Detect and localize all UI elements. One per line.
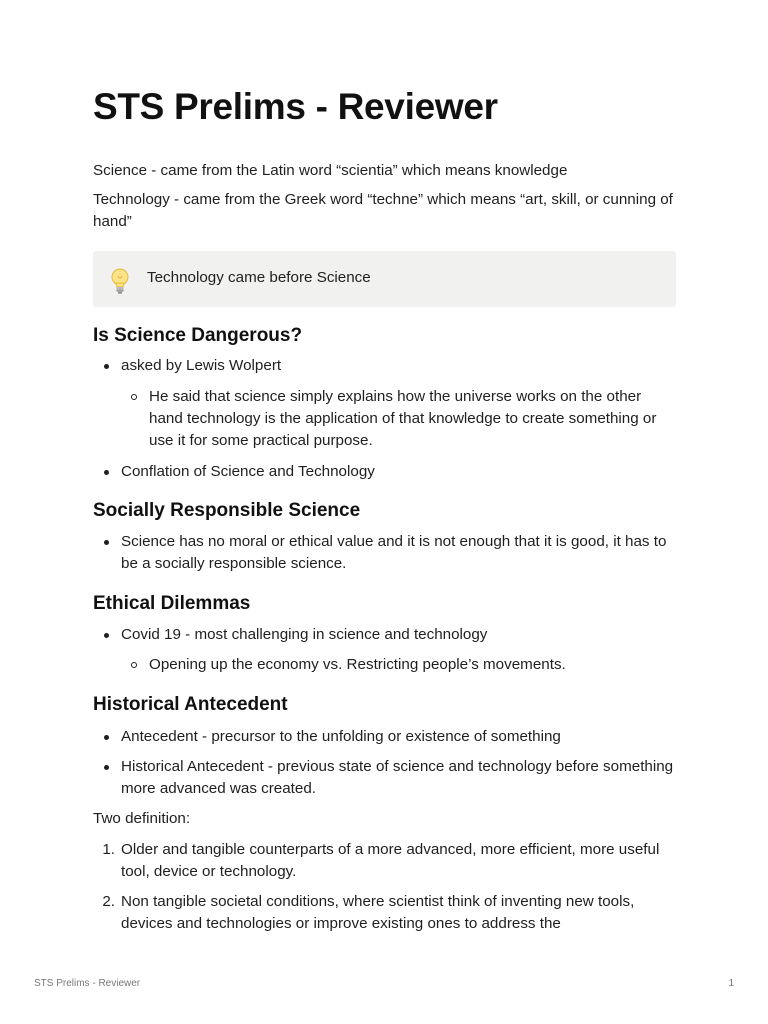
heading-ethical-dilemmas: Ethical Dilemmas bbox=[93, 593, 251, 614]
list-item-text: Antecedent - precursor to the unfolding or existence of something bbox=[121, 728, 561, 745]
numbered-item-text: Older and tangible counterparts of a more advanced, more efficient, more useful tool, device or technology. bbox=[121, 841, 660, 880]
bullet-dot bbox=[104, 765, 109, 770]
list-item-text: Historical Antecedent - previous state of science and technology before something more advanced was created. bbox=[121, 758, 674, 797]
bullet-dot bbox=[104, 540, 109, 545]
technology-definition: Technology - came from the Greek word “techne” which means “art, skill, or cunning of hand” bbox=[93, 191, 673, 230]
bullet-dot bbox=[104, 364, 109, 369]
list-item-text: Opening up the economy vs. Restricting people’s movements. bbox=[149, 656, 566, 673]
list-item bbox=[121, 531, 676, 575]
list-item bbox=[149, 654, 676, 676]
list-item-text: asked by Lewis Wolpert bbox=[121, 357, 282, 374]
numbered-item bbox=[102, 839, 676, 883]
list-item-text: Covid 19 - most challenging in science and technology bbox=[121, 626, 488, 643]
heading-socially-responsible-science: Socially Responsible Science bbox=[93, 500, 361, 521]
list-item bbox=[121, 624, 676, 646]
number-marker: 2. bbox=[102, 893, 115, 910]
bullet-circle bbox=[131, 662, 137, 668]
footer-page-number: 1 bbox=[728, 978, 734, 989]
bullet-dot bbox=[104, 470, 109, 475]
list-item bbox=[121, 756, 676, 800]
list-item-text: Conflation of Science and Technology bbox=[121, 463, 375, 480]
list-item-text: Science has no moral or ethical value and it is not enough that it is good, it has to be a socially responsible science. bbox=[121, 533, 667, 572]
callout-text: Technology came before Science bbox=[147, 269, 371, 286]
two-definition-label: Two definition: bbox=[93, 810, 191, 827]
bullet-dot bbox=[104, 735, 109, 740]
list-item bbox=[121, 726, 676, 748]
list-item bbox=[149, 386, 676, 452]
footer-document-title: STS Prelims - Reviewer bbox=[34, 978, 141, 989]
list-item bbox=[121, 461, 676, 483]
page-title: STS Prelims - Reviewer bbox=[93, 86, 498, 127]
callout-box bbox=[93, 251, 676, 307]
bullet-dot bbox=[104, 633, 109, 638]
heading-is-science-dangerous: Is Science Dangerous? bbox=[93, 325, 303, 346]
number-marker: 1. bbox=[102, 841, 115, 858]
numbered-item-text: Non tangible societal conditions, where scientist think of inventing new tools, devices and technologies or improve existing ones to address the bbox=[121, 893, 635, 932]
numbered-item bbox=[102, 891, 676, 935]
science-definition: Science - came from the Latin word “scientia” which means knowledge bbox=[93, 162, 568, 179]
bullet-circle bbox=[131, 394, 137, 400]
list-item bbox=[121, 355, 676, 377]
list-item-text: He said that science simply explains how the universe works on the other hand technology is the application of that knowledge to create something or use it for some practical purpose. bbox=[149, 388, 657, 449]
lightbulb-icon bbox=[109, 267, 131, 295]
heading-historical-antecedent: Historical Antecedent bbox=[93, 694, 288, 715]
